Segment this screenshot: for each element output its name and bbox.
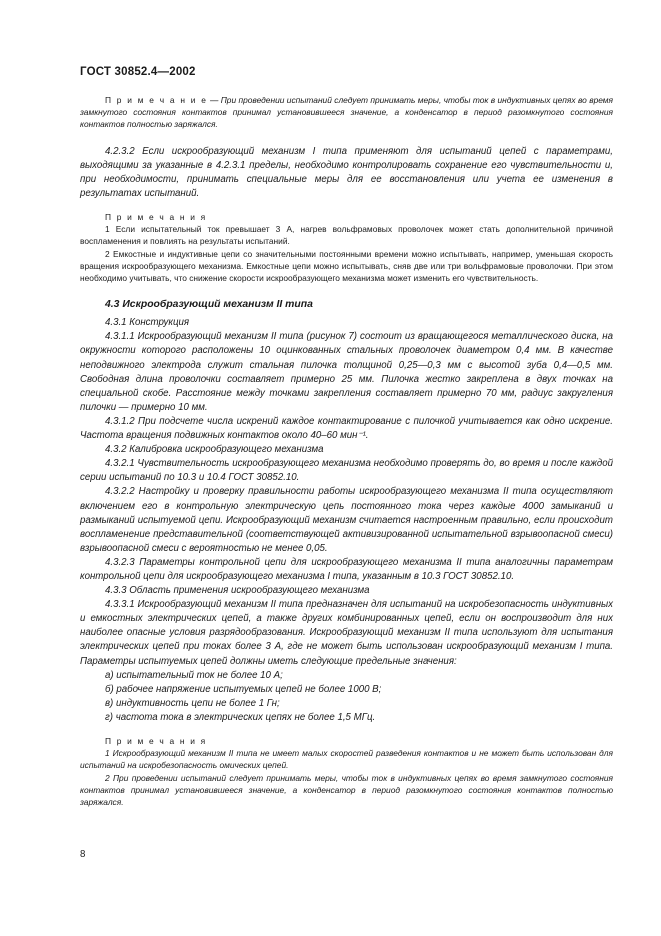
- heading-4-3-2: 4.3.2 Калибровка искрообразующего механизма: [105, 444, 324, 456]
- notes-mid-item: 1 Если испытательный ток превышает 3 А, нагрев вольфрамовых проволочек может стать дополнительной причиной воспламенения и повлиять на результаты испытаний.: [80, 224, 613, 247]
- paragraph-4-2-3-2: 4.2.3.2 Если искрообразующий механизм I типа применяют для испытаний цепей с параметрами, выходящими за указанные в 4.2.3.1 пределы, необходимо контролировать сохранение его чувствительности и, при необходимости, принимать специальные меры для ее восстановления или учета ее изменения в результатах испытаний.: [80, 145, 613, 199]
- note-top: [80, 94, 613, 131]
- note-top-label: П р и м е ч а н и е: [105, 95, 208, 105]
- notes-bottom-item: 1 Искрообразующий механизм II типа не имеет малых скоростей разведения контактов и не может быть использован для испытаний на искробезопасность омических цепей.: [80, 748, 613, 771]
- document-header: ГОСТ 30852.4—2002: [80, 66, 196, 78]
- document-body: [80, 94, 613, 808]
- list-item: г) частота тока в электрических цепях не более 1,5 МГц.: [105, 711, 376, 723]
- notes-mid-label: П р и м е ч а н и я: [105, 211, 207, 222]
- paragraph-4-3-1-2: 4.3.1.2 При подсчете числа искрений каждое контактирование с пилочкой учитывается как одно искрение. Частота вращения подвижных контактов около 40–60 мин⁻¹.: [80, 415, 613, 442]
- note-top-text: — При проведении испытаний следует принимать меры, чтобы ток в индуктивных цепях во время замкнутого состояния контактов принимал установившееся значение, а конденсатор в период разомкнутого состояния контактов полностью заряжался.: [80, 95, 614, 130]
- list-item: а) испытательный ток не более 10 А;: [105, 669, 283, 681]
- heading-4-3-3: 4.3.3 Область применения искрообразующего механизма: [105, 585, 370, 597]
- section-heading-4-3: 4.3 Искрообразующий механизм II типа: [105, 299, 313, 311]
- page-number: 8: [80, 849, 86, 860]
- notes-bottom-item: 2 При проведении испытаний следует принимать меры, чтобы ток в индуктивных цепях во время замкнутого состояния контактов принимал установившееся значение, а конденсатор в период разомкнутого состояния контактов полностью заряжался.: [80, 772, 613, 808]
- paragraph-4-3-2-3: 4.3.2.3 Параметры контрольной цепи для искрообразующего механизма II типа аналогичны параметрам контрольной цепи для искрообразующего механизма I типа, указанным в 10.3 ГОСТ 30852.10.: [80, 556, 613, 582]
- list-item: б) рабочее напряжение испытуемых цепей не более 1000 В;: [105, 683, 382, 695]
- list-item: в) индуктивность цепи не более 1 Гн;: [105, 697, 280, 709]
- paragraph-4-3-2-2: 4.3.2.2 Настройку и проверку правильности работы искрообразующего механизма II типа осуществляют включением его в контрольную электрическую цепь постоянного тока через каждые 4000 замыканий и размыканий испытуемой цепи. Искрообразующий механизм считается настроенным правильно, если происходит воспламенение представительной (соответствующей активизированной испытательной взрывоопасной смеси) взрывоопасной смеси с вероятностью не менее 0,05.: [80, 486, 613, 554]
- limits-list: [80, 669, 613, 725]
- notes-bottom-label: П р и м е ч а н и я: [105, 736, 207, 747]
- paragraph-4-3-1-1: 4.3.1.1 Искрообразующий механизм II типа (рисунок 7) состоит из вращающегося металлического диска, на окружности которого расположены 10 оцинкованных стальных проволочек диаметром 0,4 мм. В качестве неподвижного электрода служит стальная пилочка толщиной 0,25—0,3 мм с высотой зуба 0,4—0,5 мм. Свободная длина проволочки составляет примерно 25 мм. Пилочка жестко закреплена в двух точках на специальной скобе. Расстояние между точками закрепления составляет примерно 70 мм, радиус закругления пилочки — примерно 10 мм.: [80, 331, 613, 413]
- paragraph-4-3-2-1: 4.3.2.1 Чувствительность искрообразующего механизма необходимо проверять до, во время и после каждой серии испытаний по 10.3 и 10.4 ГОСТ 30852.10.: [80, 458, 613, 484]
- paragraph-4-3-3-1: 4.3.3.1 Искрообразующий механизм II типа предназначен для испытаний на искробезопасность индуктивных и емкостных электрических цепей, а также других комбинированных цепей, если он воспроизводит для них наиболее опасные условия разрядообразования. Искрообразующий механизм II типа используют для испытания электрических цепей при токах более 3 А, где не может быть использован искрообразующий механизм I типа. Параметры испытуемых цепей должны иметь следующие предельные значения:: [80, 599, 613, 667]
- heading-4-3-1: 4.3.1 Конструкция: [105, 317, 190, 329]
- notes-mid-item: 2 Емкостные и индуктивные цепи со значительными постоянными времени можно испытывать, например, уменьшая скорость вращения искрообразующего механизма. Емкостные цепи можно испытывать, сняв две или три вольфрамовые проволочки. При этом необходимо учитывать, что снижение скорости искрообразующего механизма может изменить его чувствительность.: [80, 248, 613, 283]
